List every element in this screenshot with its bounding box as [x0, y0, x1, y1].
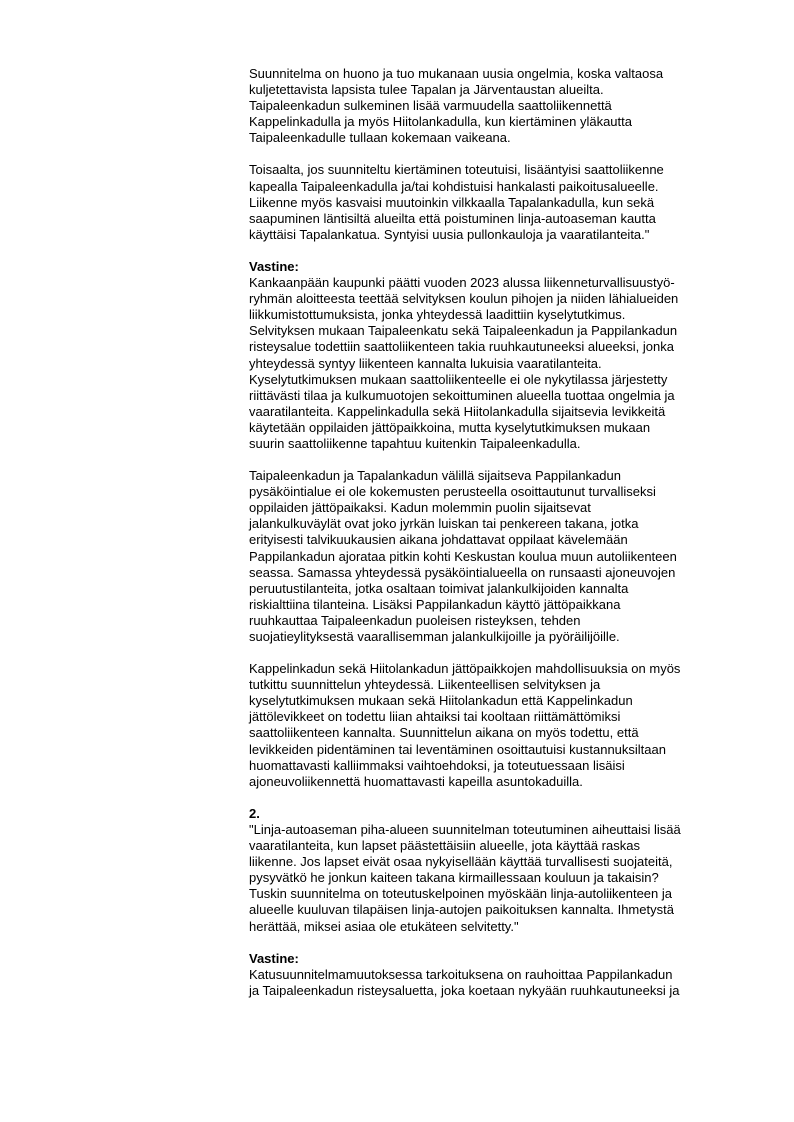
text-line: saapuminen läntisiltä alueilta että poistuminen linja-autoaseman kautta: [249, 210, 656, 226]
paragraph: [249, 162, 749, 242]
text-line: levikkeiden pidentäminen tai leventäminen osoittautuisi kustannuksiltaan: [249, 741, 666, 757]
text-line: jalankulkuväylät ovat joko jyrkän luiskan tai penkereen takana, jotka: [249, 516, 639, 532]
paragraph-gap: [249, 146, 749, 162]
text-line: Suunnitelma on huono ja tuo mukanaan uusia ongelmia, koska valtaosa: [249, 66, 664, 81]
text-line: ja Taipaleenkadun risteysaluetta, joka koetaan nykyään ruuhkautuneeksi ja: [249, 982, 680, 998]
paragraph: [249, 661, 749, 790]
text-line: Pappilankadun ajorataa pitkin kohti Keskustan koulua muun autoliikenteen: [249, 548, 677, 564]
text-line: vaaratilanteita. Kappelinkadulla sekä Hiitolankadulla sijaitsevia levikkeitä: [249, 403, 666, 419]
text-line: Liikenne myös kasvaisi muutoinkin vilkkaalla Tapalankadulla, kun sekä: [249, 194, 655, 210]
text-line: käyttäisi Tapalankatua. Syntyisi uusia pullonkauloja ja vaaratilanteita.": [249, 226, 650, 242]
text-line: liikenne. Jos lapset eivät osaa nykyisellään käyttää turvallisesti suojateitä,: [249, 854, 673, 870]
text-line: Kappelinkadulla ja myös Hiitolankadulla, kun kiertäminen yläkautta: [249, 114, 632, 130]
text-line: saattoliikenteen kannalta. Suunnittelun aikana on myös todettu, että: [249, 725, 639, 741]
text-line: Taipaleenkadun sulkeminen lisää varmuudella saattoliikennettä: [249, 98, 612, 114]
text-line: liikkumistottumuksista, jonka yhteydessä laadittiin kyselytutkimus.: [249, 307, 626, 323]
text-line: Taipaleenkadun ja Tapalankadun välillä sijaitseva Pappilankadun: [249, 468, 621, 484]
paragraph: [249, 806, 749, 935]
text-line: pysyvätkö he jonkun kaiteen takana kirmaillessaan kouluun ja takaisin?: [249, 870, 659, 886]
paragraph-gap: [249, 790, 749, 806]
text-line: tutkittu suunnittelun yhteydessä. Liikenteellisen selvityksen ja: [249, 677, 601, 693]
text-line: risteysalue todettiin saattoliikenteen takia ruuhkautuneeksi alueeksi, jonka: [249, 339, 674, 355]
paragraph-gap: [249, 452, 749, 468]
text-line: riittävästi tilaa ja kulkumuotojen sekoittuminen alueella tuottaa ongelmia ja: [249, 387, 675, 403]
text-line: Selvityksen mukaan Taipaleenkatu sekä Taipaleenkadun ja Pappilankadun: [249, 323, 678, 339]
paragraph: [249, 951, 749, 999]
text-line: kapealla Taipaleenkadulla ja/tai kohdistuisi hankalasti paikoitusalueelle.: [249, 178, 659, 194]
text-line: yhteydessä syntyy liikenteen kannalta lukuisia vaaratilanteita.: [249, 355, 602, 371]
text-line: kyselytutkimuksen mukaan sekä Hiitolankadun että Kappelinkadun: [249, 693, 633, 709]
paragraph: [249, 468, 749, 645]
text-line: huomattavasti kalliimmaksi vaihtoehdoksi, ja toteutuessaan lisäisi: [249, 757, 625, 773]
text-line: Kankaanpään kaupunki päätti vuoden 2023 alussa liikenneturvallisuustyö-: [249, 275, 675, 291]
text-line: vaaratilanteita, kun lapset päästettäisiin alueelle, jota käyttää raskas: [249, 838, 640, 854]
text-line: herättää, miksei asiaa ole etukäteen selvitetty.": [249, 918, 519, 934]
text-line: jättölevikkeet on todettu liian ahtaiksi tai kooltaan riittämättömiksi: [249, 709, 621, 725]
text-line: "Linja-autoaseman piha-alueen suunnitelman toteutuminen aiheuttaisi lisää: [249, 821, 681, 837]
paragraph-gap: [249, 243, 749, 259]
paragraph: [249, 259, 749, 452]
text-line: pysäköintialue ei ole kokemusten perusteella osoittautunut turvalliseksi: [249, 484, 656, 500]
section-heading: Vastine:: [249, 258, 299, 274]
text-line: erityisesti talvikuukausien aikana johdattavat oppilaat kävelemään: [249, 532, 628, 548]
text-line: ruuhkauttaa Taipaleenkadun puoleisen risteyksen, tehden: [249, 612, 581, 628]
paragraph-gap: [249, 645, 749, 661]
text-line: Katusuunnitelmamuutoksessa tarkoituksena on rauhoittaa Pappilankadun: [249, 966, 673, 982]
paragraph-gap: [249, 935, 749, 951]
text-line: peruutustilanteita, jotka osaltaan toimivat jalankulkijoiden kannalta: [249, 580, 629, 596]
text-line: Toisaalta, jos suunniteltu kiertäminen toteutuisi, lisääntyisi saattoliikenne: [249, 162, 664, 178]
text-line: Tuskin suunnitelma on toteutuskelpoinen myöskään linja-autoliikenteen ja: [249, 886, 672, 902]
text-line: käytetään oppilaiden jättöpaikkoina, mutta kyselytutkimuksen mukaan: [249, 419, 651, 435]
text-line: Kappelinkadun sekä Hiitolankadun jättöpaikkojen mahdollisuuksia on myös: [249, 661, 681, 677]
text-line: Taipaleenkadulle tullaan kokemaan vaikeana.: [249, 130, 511, 146]
text-line: ajoneuvoliikennettä huomattavasti kapeilla asuntokaduilla.: [249, 773, 583, 789]
text-line: riskialttiina tilanteina. Lisäksi Pappilankadun käyttö jättöpaikkana: [249, 596, 621, 612]
paragraph: [249, 66, 749, 146]
text-line: kuljetettavista lapsista tulee Tapalan ja Järventaustan alueilta.: [249, 82, 604, 98]
text-line: Kyselytutkimuksen mukaan saattoliikenteelle ei ole nykytilassa järjestetty: [249, 371, 668, 387]
text-line: oppilaiden jättöpaikaksi. Kadun molemmin puolin sijaitsevat: [249, 500, 591, 516]
text-line: suojatieylityksestä vaarallisemman jalankulkijoille ja pyöräilijöille.: [249, 629, 620, 644]
text-line: ryhmän aloitteesta teettää selvityksen koulun pihojen ja niiden lähialueiden: [249, 291, 679, 307]
text-line: alueelle kuuluvan tilapäisen linja-autojen paikoituksen kannalta. Ihmetystä: [249, 902, 674, 918]
text-line: suurin saattoliikenne tapahtuu kuitenkin Taipaleenkadulla.: [249, 435, 581, 451]
section-heading: 2.: [249, 805, 260, 821]
document-body: [249, 66, 749, 999]
section-heading: Vastine:: [249, 950, 299, 966]
text-line: seassa. Samassa yhteydessä pysäköintialueella on runsaasti ajoneuvojen: [249, 564, 676, 580]
